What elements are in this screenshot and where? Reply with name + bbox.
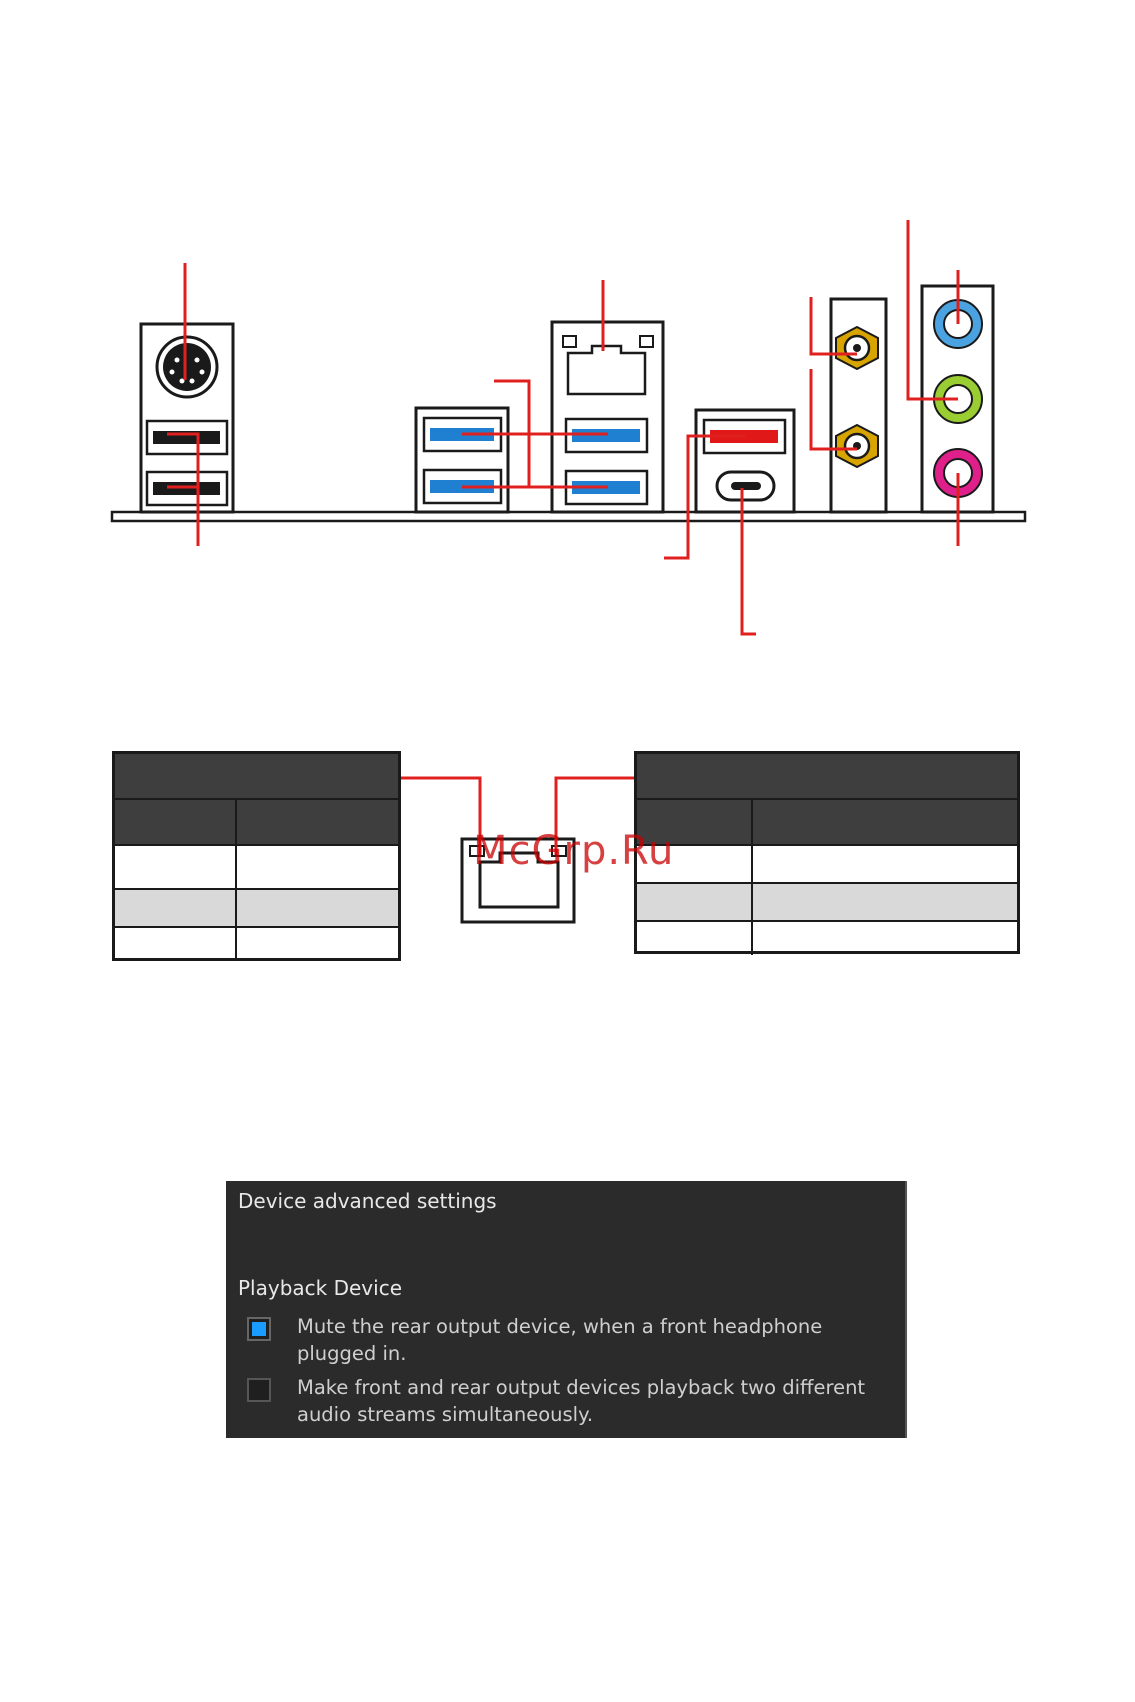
led-table-right [634, 751, 1020, 954]
led-table-left-header-row [115, 800, 398, 846]
option-two-streams[interactable] [247, 1374, 887, 1428]
option-mute-rear[interactable] [247, 1313, 887, 1367]
watermark: McGrp.Ru [473, 828, 675, 874]
table-row [115, 846, 398, 890]
led-table-right-header-row [637, 800, 1017, 846]
usb-c-port-icon [717, 472, 774, 500]
checkbox-checked-icon[interactable] [247, 1317, 271, 1341]
led-table-left [112, 751, 401, 961]
table-row [115, 928, 398, 961]
led-table-left-title-bar [115, 754, 398, 800]
option-label: Make front and rear output devices playback two different audio streams simultaneously. [297, 1376, 866, 1426]
ps2-port-icon [157, 337, 217, 397]
table-row [637, 884, 1017, 922]
usb2-port-top-icon [147, 421, 227, 454]
playback-device-label: Playback Device [238, 1276, 402, 1300]
option-label: Mute the rear output device, when a front headphone plugged in. [297, 1315, 823, 1365]
table-row [637, 846, 1017, 884]
table-row [115, 890, 398, 928]
device-advanced-settings-panel [226, 1181, 907, 1438]
checkbox-unchecked-icon[interactable] [247, 1378, 271, 1402]
table-row [637, 922, 1017, 955]
panel-title: Device advanced settings [238, 1189, 497, 1213]
led-table-right-title-bar [637, 754, 1017, 800]
